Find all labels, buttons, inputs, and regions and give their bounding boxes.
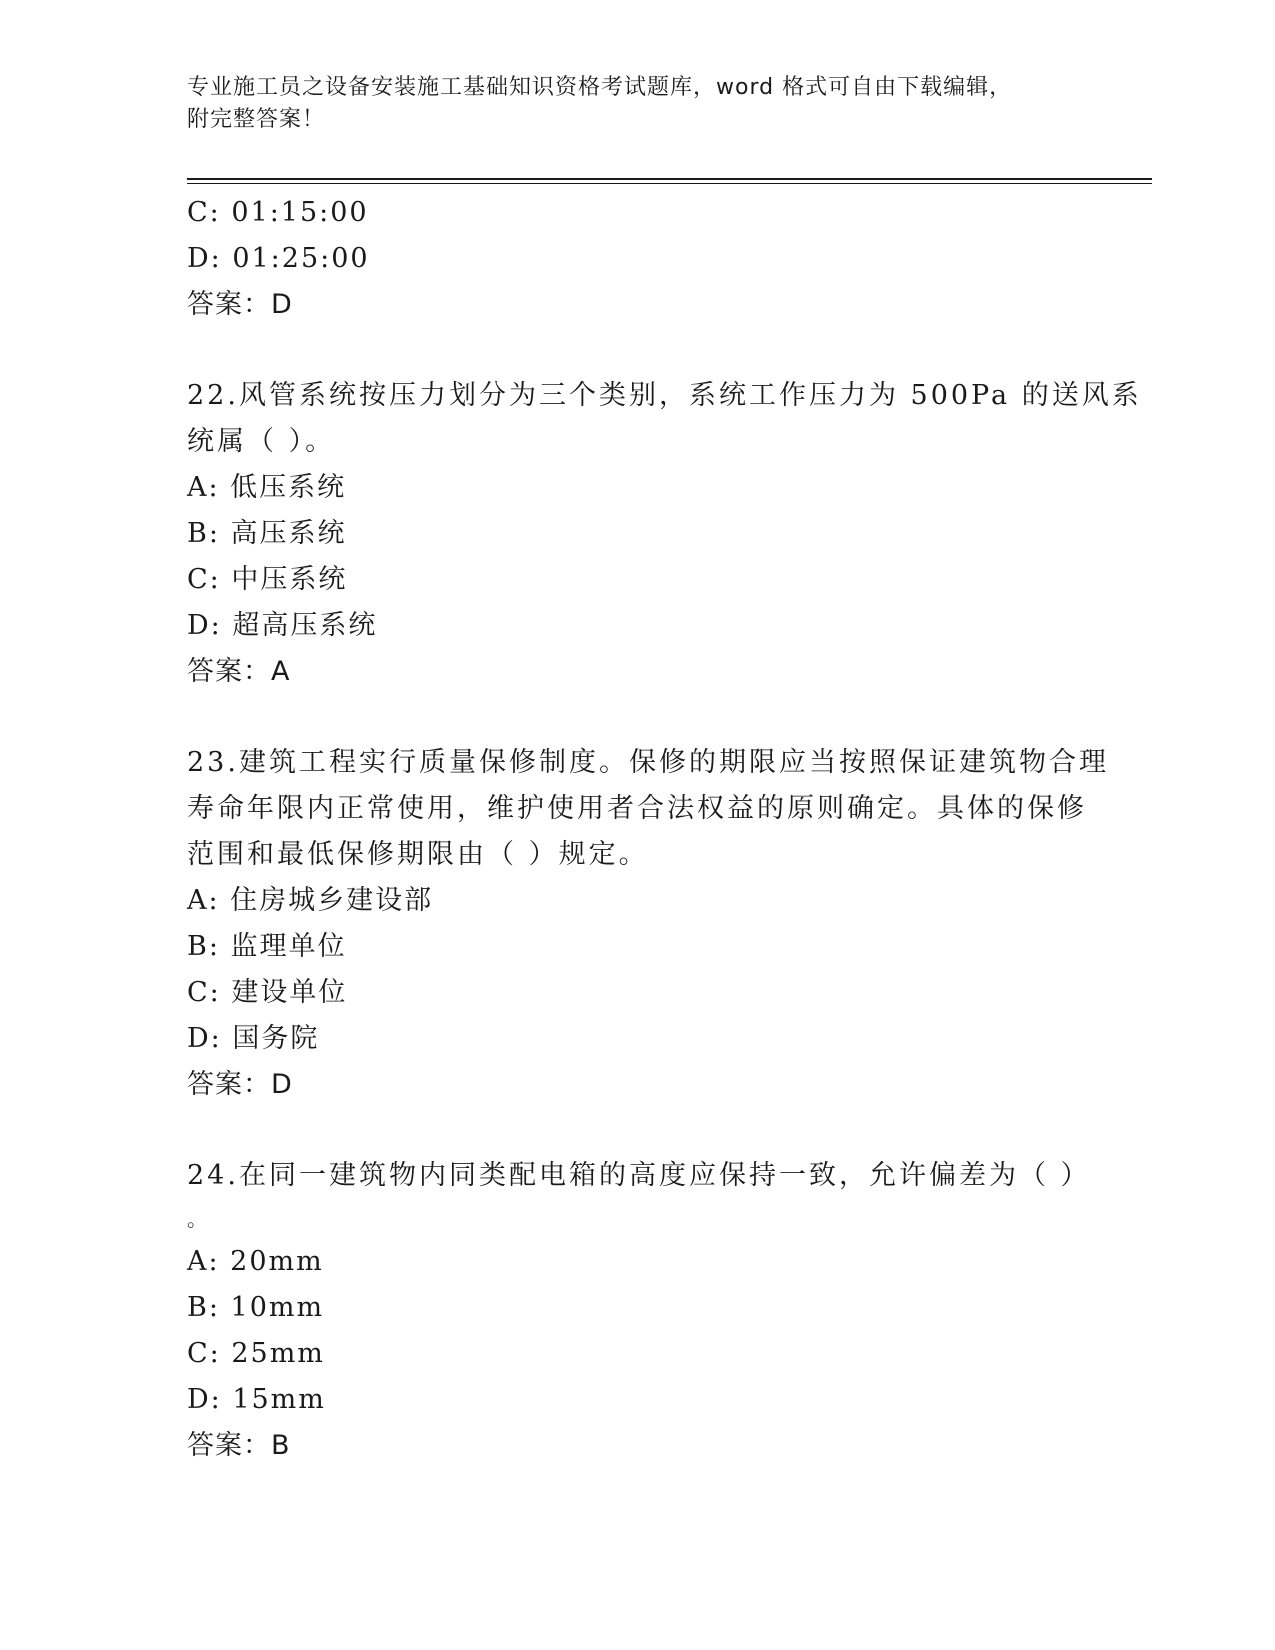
q24-option-d: D: 15mm (187, 1384, 326, 1415)
q24-stem (187, 1153, 1091, 1239)
q24-option-a: A: 20mm (187, 1246, 324, 1277)
header-divider-thin (187, 183, 1152, 184)
q24-option-c: C: 25mm (187, 1338, 325, 1369)
spacer (187, 1108, 1087, 1153)
spacer (187, 695, 1087, 740)
q22-option-b: B: 高压系统 (187, 518, 347, 549)
q22-option-d: D: 超高压系统 (187, 610, 378, 641)
q21-option-c: C: 01:15:00 (187, 197, 369, 228)
header-divider-thick (187, 178, 1152, 180)
q22-stem-line-1: 22.风管系统按压力划分为三个类别，系统工作压力为 500Pa 的送风系 (187, 380, 1142, 411)
q22-answer: 答案：A (187, 656, 291, 687)
q23-stem-line-1: 23.建筑工程实行质量保修制度。保修的期限应当按照保证建筑物合理 (187, 747, 1109, 778)
header-line-2: 附完整答案！ (187, 107, 326, 132)
q22-stem-line-2: 统属（ ）。 (187, 426, 336, 457)
q23-stem (187, 740, 1109, 878)
q23-stem-line-3: 范围和最低保修期限由（ ）规定。 (187, 839, 649, 870)
q22-option-a: A: 低压系统 (187, 472, 347, 503)
question-23 (187, 740, 1109, 1108)
question-list (187, 190, 1142, 1469)
q21-option-d: D: 01:25:00 (187, 243, 370, 274)
q23-option-d: D: 国务院 (187, 1023, 320, 1054)
question-22 (187, 373, 1142, 695)
q24-option-b: B: 10mm (187, 1292, 325, 1323)
q23-stem-line-2: 寿命年限内正常使用，维护使用者合法权益的原则确定。具体的保修 (187, 793, 1087, 824)
q23-option-a: A: 住房城乡建设部 (187, 885, 434, 916)
q22-option-c: C: 中压系统 (187, 564, 348, 595)
q23-option-c: C: 建设单位 (187, 977, 348, 1008)
spacer (187, 328, 1087, 373)
q24-stem-line-1: 24.在同一建筑物内同类配电箱的高度应保持一致，允许偏差为（ ） (187, 1160, 1091, 1191)
header-line-1: 专业施工员之设备安装施工基础知识资格考试题库，word 格式可自由下载编辑， (187, 75, 1013, 100)
q21-answer: 答案：D (187, 289, 293, 320)
q23-answer: 答案：D (187, 1069, 293, 1100)
q24-stem-line-2: 。 (187, 1207, 210, 1231)
question-21-tail (187, 190, 1087, 328)
q22-stem (187, 373, 1142, 465)
document-header (187, 72, 1067, 136)
q23-option-b: B: 监理单位 (187, 931, 347, 962)
question-24 (187, 1153, 1091, 1469)
q24-answer: 答案：B (187, 1430, 291, 1461)
